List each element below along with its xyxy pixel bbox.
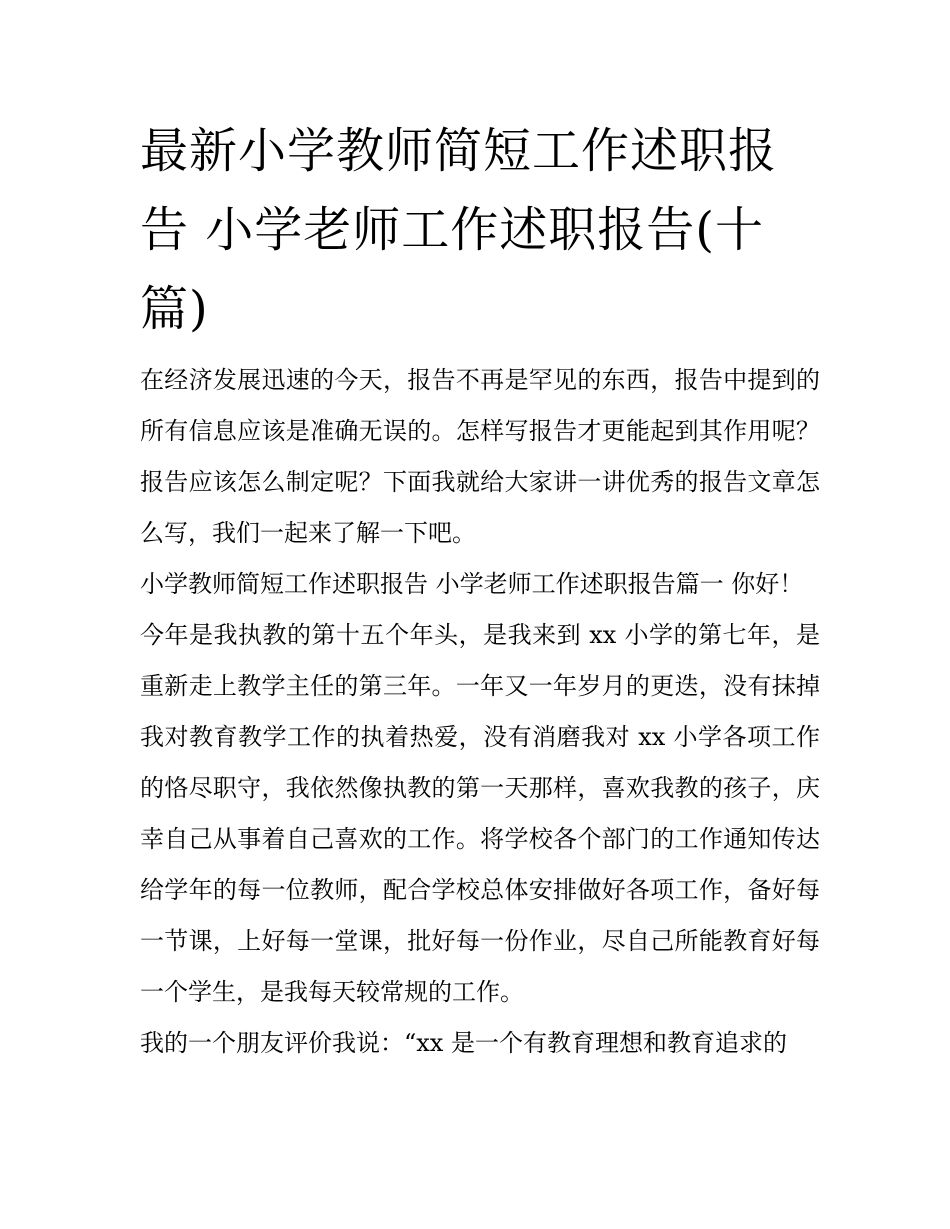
document-body (140, 355, 820, 1069)
body-paragraph: 今年是我执教的第十五个年头，是我来到 xx 小学的第七年，是重新走上教学主任的第三年。一年又一年岁月的更迭，没有抹掉我对教育教学工作的执着热爱，没有消磨我对 xx 小学各项工作的恪尽职守，我依然像执教的第一天那样，喜欢我教的孩子，庆幸自己从事着自己喜欢的工作。将学校各个部门的工作通知传达给学年的每一位教师，配合学校总体安排做好各项工作，备好每一节课，上好每一堂课，批好每一份作业，尽自己所能教育好每一个学生，是我每天较常规的工作。 (140, 621, 820, 1006)
document-title: 最新小学教师简短工作述职报告 小学老师工作述职报告(十篇) (140, 123, 778, 337)
section-heading-paragraph: 小学教师简短工作述职报告 小学老师工作述职报告篇一 你好！ (140, 570, 804, 598)
body-paragraph: 我的一个朋友评价我说：“xx 是一个有教育理想和教育追求的 (140, 1029, 787, 1057)
intro-paragraph: 在经济发展迅速的今天，报告不再是罕见的东西，报告中提到的所有信息应该是准确无误的。怎样写报告才更能起到其作用呢？报告应该怎么制定呢？下面我就给大家讲一讲优秀的报告文章怎么写，我们一起来了解一下吧。 (140, 366, 820, 547)
